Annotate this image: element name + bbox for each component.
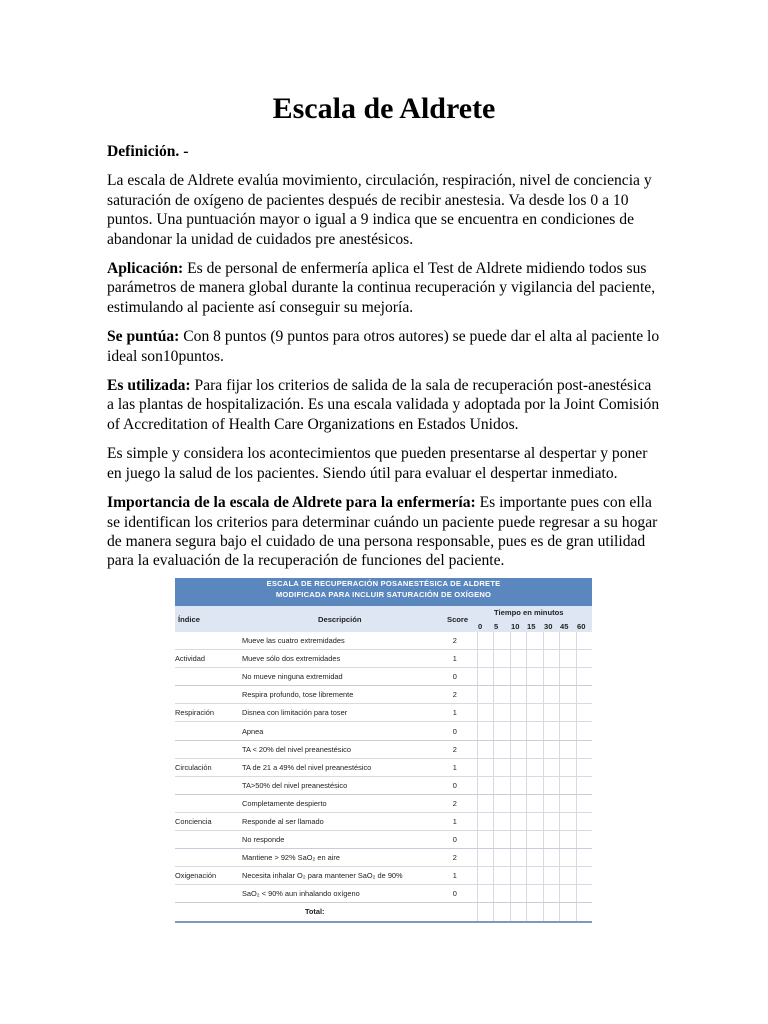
time-cell bbox=[576, 740, 592, 758]
time-cell bbox=[559, 740, 576, 758]
puntua-paragraph bbox=[107, 327, 662, 366]
score-cell: 1 bbox=[433, 758, 477, 776]
time-cell bbox=[510, 668, 526, 686]
table-row bbox=[175, 849, 592, 867]
minute-header: 5 bbox=[494, 622, 499, 631]
time-cell bbox=[477, 722, 493, 740]
description-cell: TA < 20% del nivel preanestésico bbox=[242, 744, 351, 754]
time-cell bbox=[510, 849, 526, 867]
table-row bbox=[175, 668, 592, 686]
definicion-paragraph: La escala de Aldrete evalúa movimiento, circulación, respiración, nivel de conciencia y saturación de oxígeno de pacientes después de recibir anestesia. Va desde los 0 a 10 puntos. Una puntuación mayor o igual a 9 indica que se encuentra en condiciones de abandonar la unidad de cuidados pre anestésicos. bbox=[107, 172, 652, 248]
time-cell bbox=[477, 704, 493, 722]
importancia-text: Es importante pues con ella se identifican los criterios para determinar cuándo un paciente puede regresar a su hogar de manera segura bajo el cuidado de una persona responsable, pues es de gran utilidad para la evaluación de la recuperación de funciones del paciente. bbox=[107, 494, 658, 570]
table-row bbox=[175, 722, 592, 740]
score-cell: 0 bbox=[433, 885, 477, 903]
time-cell bbox=[576, 704, 592, 722]
scale-table bbox=[175, 632, 592, 923]
time-cell bbox=[477, 758, 493, 776]
time-cell bbox=[543, 686, 559, 704]
score-cell: 2 bbox=[433, 740, 477, 758]
time-cell bbox=[526, 794, 543, 812]
table-row bbox=[175, 776, 592, 794]
time-cell bbox=[559, 885, 576, 903]
time-cell bbox=[576, 794, 592, 812]
time-cell bbox=[510, 867, 526, 885]
time-cell bbox=[510, 740, 526, 758]
score-cell: 0 bbox=[433, 776, 477, 794]
time-cell bbox=[576, 849, 592, 867]
time-cell bbox=[526, 686, 543, 704]
time-cell bbox=[526, 758, 543, 776]
time-cell bbox=[526, 722, 543, 740]
score-cell: 1 bbox=[433, 867, 477, 885]
time-cell bbox=[543, 740, 559, 758]
table-row bbox=[175, 704, 592, 722]
description-cell: TA de 21 a 49% del nivel preanestésico bbox=[242, 762, 372, 772]
time-cell bbox=[526, 632, 543, 650]
body-text bbox=[107, 142, 662, 581]
time-cell bbox=[477, 686, 493, 704]
time-cell bbox=[576, 812, 592, 830]
time-cell bbox=[510, 686, 526, 704]
time-cell bbox=[559, 668, 576, 686]
time-cell bbox=[510, 885, 526, 903]
description-cell: SaO₂ < 90% aun inhalando oxígeno bbox=[242, 889, 360, 899]
utilizada-paragraph bbox=[107, 376, 662, 434]
description-cell: Completamente despierto bbox=[242, 798, 327, 808]
table-row bbox=[175, 632, 592, 650]
time-cell bbox=[526, 704, 543, 722]
time-cell bbox=[510, 758, 526, 776]
score-cell: 2 bbox=[433, 632, 477, 650]
table-row bbox=[175, 650, 592, 668]
time-cell bbox=[543, 849, 559, 867]
time-cell bbox=[576, 632, 592, 650]
time-cell bbox=[510, 704, 526, 722]
time-cell bbox=[477, 903, 493, 922]
aplicacion-paragraph bbox=[107, 259, 662, 317]
minute-header: 10 bbox=[511, 622, 520, 631]
time-cell bbox=[510, 903, 526, 922]
time-cell bbox=[559, 758, 576, 776]
time-cell bbox=[510, 722, 526, 740]
table-header bbox=[175, 606, 592, 632]
definicion-label: Definición. - bbox=[107, 143, 189, 160]
time-cell bbox=[559, 686, 576, 704]
time-cell bbox=[510, 650, 526, 668]
time-cell bbox=[510, 632, 526, 650]
description-cell: Mueve sólo dos extremidades bbox=[242, 654, 341, 664]
time-cell bbox=[576, 776, 592, 794]
table-row bbox=[175, 867, 592, 885]
time-cell bbox=[576, 867, 592, 885]
description-cell: Disnea con limitación para toser bbox=[242, 708, 348, 718]
table-row bbox=[175, 794, 592, 812]
description-cell: Respira profundo, tose libremente bbox=[242, 690, 354, 700]
minute-header: 30 bbox=[544, 622, 553, 631]
time-cell bbox=[526, 867, 543, 885]
indice-label: Circulación bbox=[175, 762, 212, 772]
time-cell bbox=[559, 831, 576, 849]
time-cell bbox=[526, 831, 543, 849]
time-cell bbox=[543, 758, 559, 776]
time-cell bbox=[526, 812, 543, 830]
description-cell: Responde al ser llamado bbox=[242, 816, 324, 826]
time-cell bbox=[493, 632, 510, 650]
score-cell: 1 bbox=[433, 650, 477, 668]
time-cell bbox=[576, 650, 592, 668]
time-cell bbox=[477, 867, 493, 885]
table-row bbox=[175, 812, 592, 830]
score-cell: 2 bbox=[433, 794, 477, 812]
time-cell bbox=[543, 903, 559, 922]
description-cell: Mueve las cuatro extremidades bbox=[242, 636, 345, 646]
time-cell bbox=[559, 903, 576, 922]
time-cell bbox=[493, 668, 510, 686]
minute-header: 45 bbox=[560, 622, 569, 631]
description-cell: Mantiene > 92% SaO₂ en aire bbox=[242, 853, 340, 863]
time-cell bbox=[510, 831, 526, 849]
description-cell: Apnea bbox=[242, 726, 264, 736]
minute-header: 60 bbox=[577, 622, 586, 631]
time-cell bbox=[493, 812, 510, 830]
header-score: Score bbox=[447, 615, 469, 624]
table-row bbox=[175, 831, 592, 849]
time-cell bbox=[510, 794, 526, 812]
utilizada-label: Es utilizada: bbox=[107, 377, 191, 395]
time-cell bbox=[493, 650, 510, 668]
table-row bbox=[175, 740, 592, 758]
time-cell bbox=[543, 831, 559, 849]
description-cell: Necesita inhalar O₂ para mantener SaO₂ de 90% bbox=[242, 871, 403, 881]
time-cell bbox=[477, 794, 493, 812]
time-cell bbox=[493, 776, 510, 794]
table-title-band bbox=[175, 578, 592, 606]
time-cell bbox=[493, 704, 510, 722]
time-cell bbox=[576, 686, 592, 704]
score-cell: 1 bbox=[433, 812, 477, 830]
time-cell bbox=[493, 740, 510, 758]
time-cell bbox=[493, 885, 510, 903]
time-cell bbox=[477, 885, 493, 903]
score-cell: 0 bbox=[433, 831, 477, 849]
header-descripcion: Descripción bbox=[318, 615, 362, 624]
time-cell bbox=[477, 668, 493, 686]
time-cell bbox=[559, 812, 576, 830]
simple-paragraph: Es simple y considera los acontecimientos que pueden presentarse al despertar y poner en juego la salud de los pacientes. Siendo útil para evaluar el despertar inmediato. bbox=[107, 445, 648, 482]
puntua-label: Se puntúa: bbox=[107, 328, 180, 346]
time-cell bbox=[477, 650, 493, 668]
time-cell bbox=[543, 885, 559, 903]
total-row bbox=[175, 903, 592, 922]
table-title-line-1: ESCALA DE RECUPERACIÓN POSANESTÉSICA DE ALDRETE bbox=[266, 579, 501, 588]
time-cell bbox=[559, 794, 576, 812]
time-cell bbox=[526, 776, 543, 794]
time-cell bbox=[510, 776, 526, 794]
time-cell bbox=[576, 722, 592, 740]
time-cell bbox=[477, 632, 493, 650]
table-title-line-2: MODIFICADA PARA INCLUIR SATURACIÓN DE OXÍGENO bbox=[275, 589, 492, 599]
total-label: Total: bbox=[175, 903, 477, 922]
time-cell bbox=[543, 722, 559, 740]
time-cell bbox=[526, 849, 543, 867]
time-cell bbox=[559, 776, 576, 794]
minute-header: 0 bbox=[478, 622, 483, 631]
indice-label: Oxigenación bbox=[175, 871, 217, 881]
time-cell bbox=[526, 650, 543, 668]
time-cell bbox=[576, 758, 592, 776]
description-cell: No mueve ninguna extremidad bbox=[242, 672, 343, 682]
time-cell bbox=[493, 686, 510, 704]
time-cell bbox=[559, 704, 576, 722]
score-cell: 2 bbox=[433, 686, 477, 704]
score-cell: 1 bbox=[433, 704, 477, 722]
time-cell bbox=[543, 704, 559, 722]
time-cell bbox=[477, 812, 493, 830]
time-cell bbox=[559, 867, 576, 885]
time-cell bbox=[526, 885, 543, 903]
time-cell bbox=[493, 758, 510, 776]
time-cell bbox=[493, 722, 510, 740]
time-cell bbox=[493, 794, 510, 812]
time-cell bbox=[526, 740, 543, 758]
time-cell bbox=[493, 903, 510, 922]
time-cell bbox=[493, 867, 510, 885]
time-cell bbox=[526, 903, 543, 922]
puntua-text: Con 8 puntos (9 puntos para otros autores) se puede dar el alta al paciente lo ideal son10puntos. bbox=[107, 328, 660, 365]
header-tiempo: Tiempo en minutos bbox=[494, 608, 564, 617]
importancia-label: Importancia de la escala de Aldrete para la enfermería: bbox=[107, 494, 476, 512]
time-cell bbox=[543, 794, 559, 812]
time-cell bbox=[543, 668, 559, 686]
time-cell bbox=[477, 831, 493, 849]
header-indice: Índice bbox=[178, 615, 200, 624]
score-cell: 0 bbox=[433, 668, 477, 686]
time-cell bbox=[576, 831, 592, 849]
aplicacion-text: Es de personal de enfermería aplica el Test de Aldrete midiendo todos sus parámetros de manera global durante la continua recuperación y vigilancia del paciente, estimulando al paciente así conseguir su mejoría. bbox=[107, 260, 656, 316]
score-cell: 0 bbox=[433, 722, 477, 740]
aplicacion-label: Aplicación: bbox=[107, 260, 184, 278]
time-cell bbox=[576, 885, 592, 903]
table-row bbox=[175, 686, 592, 704]
time-cell bbox=[559, 650, 576, 668]
time-cell bbox=[493, 831, 510, 849]
minute-header: 15 bbox=[527, 622, 536, 631]
indice-label: Respiración bbox=[175, 708, 215, 718]
time-cell bbox=[477, 776, 493, 794]
importancia-paragraph bbox=[107, 493, 662, 571]
time-cell bbox=[477, 849, 493, 867]
time-cell bbox=[526, 668, 543, 686]
table-row bbox=[175, 885, 592, 903]
aldrete-table-figure bbox=[175, 578, 592, 923]
score-cell: 2 bbox=[433, 849, 477, 867]
table-row bbox=[175, 758, 592, 776]
time-cell bbox=[543, 812, 559, 830]
time-cell bbox=[576, 668, 592, 686]
time-cell bbox=[559, 632, 576, 650]
description-cell: TA>50% del nivel preanestésico bbox=[242, 780, 348, 790]
indice-label: Conciencia bbox=[175, 816, 212, 826]
description-cell: No responde bbox=[242, 835, 285, 845]
page-title: Escala de Aldrete bbox=[272, 92, 496, 125]
indice-label: Actividad bbox=[175, 654, 205, 664]
time-cell bbox=[477, 740, 493, 758]
time-cell bbox=[543, 776, 559, 794]
definicion-heading bbox=[107, 142, 662, 161]
time-cell bbox=[510, 812, 526, 830]
time-cell bbox=[493, 849, 510, 867]
time-cell bbox=[543, 632, 559, 650]
time-cell bbox=[559, 722, 576, 740]
utilizada-text: Para fijar los criterios de salida de la sala de recuperación post-anestésica a las plantas de hospitalización. Es una escala validada y adoptada por la Joint Comisión of Accreditation of Health Care Organizations en Estados Unidos. bbox=[107, 377, 660, 433]
time-cell bbox=[543, 867, 559, 885]
time-cell bbox=[576, 903, 592, 922]
time-cell bbox=[559, 849, 576, 867]
time-cell bbox=[543, 650, 559, 668]
